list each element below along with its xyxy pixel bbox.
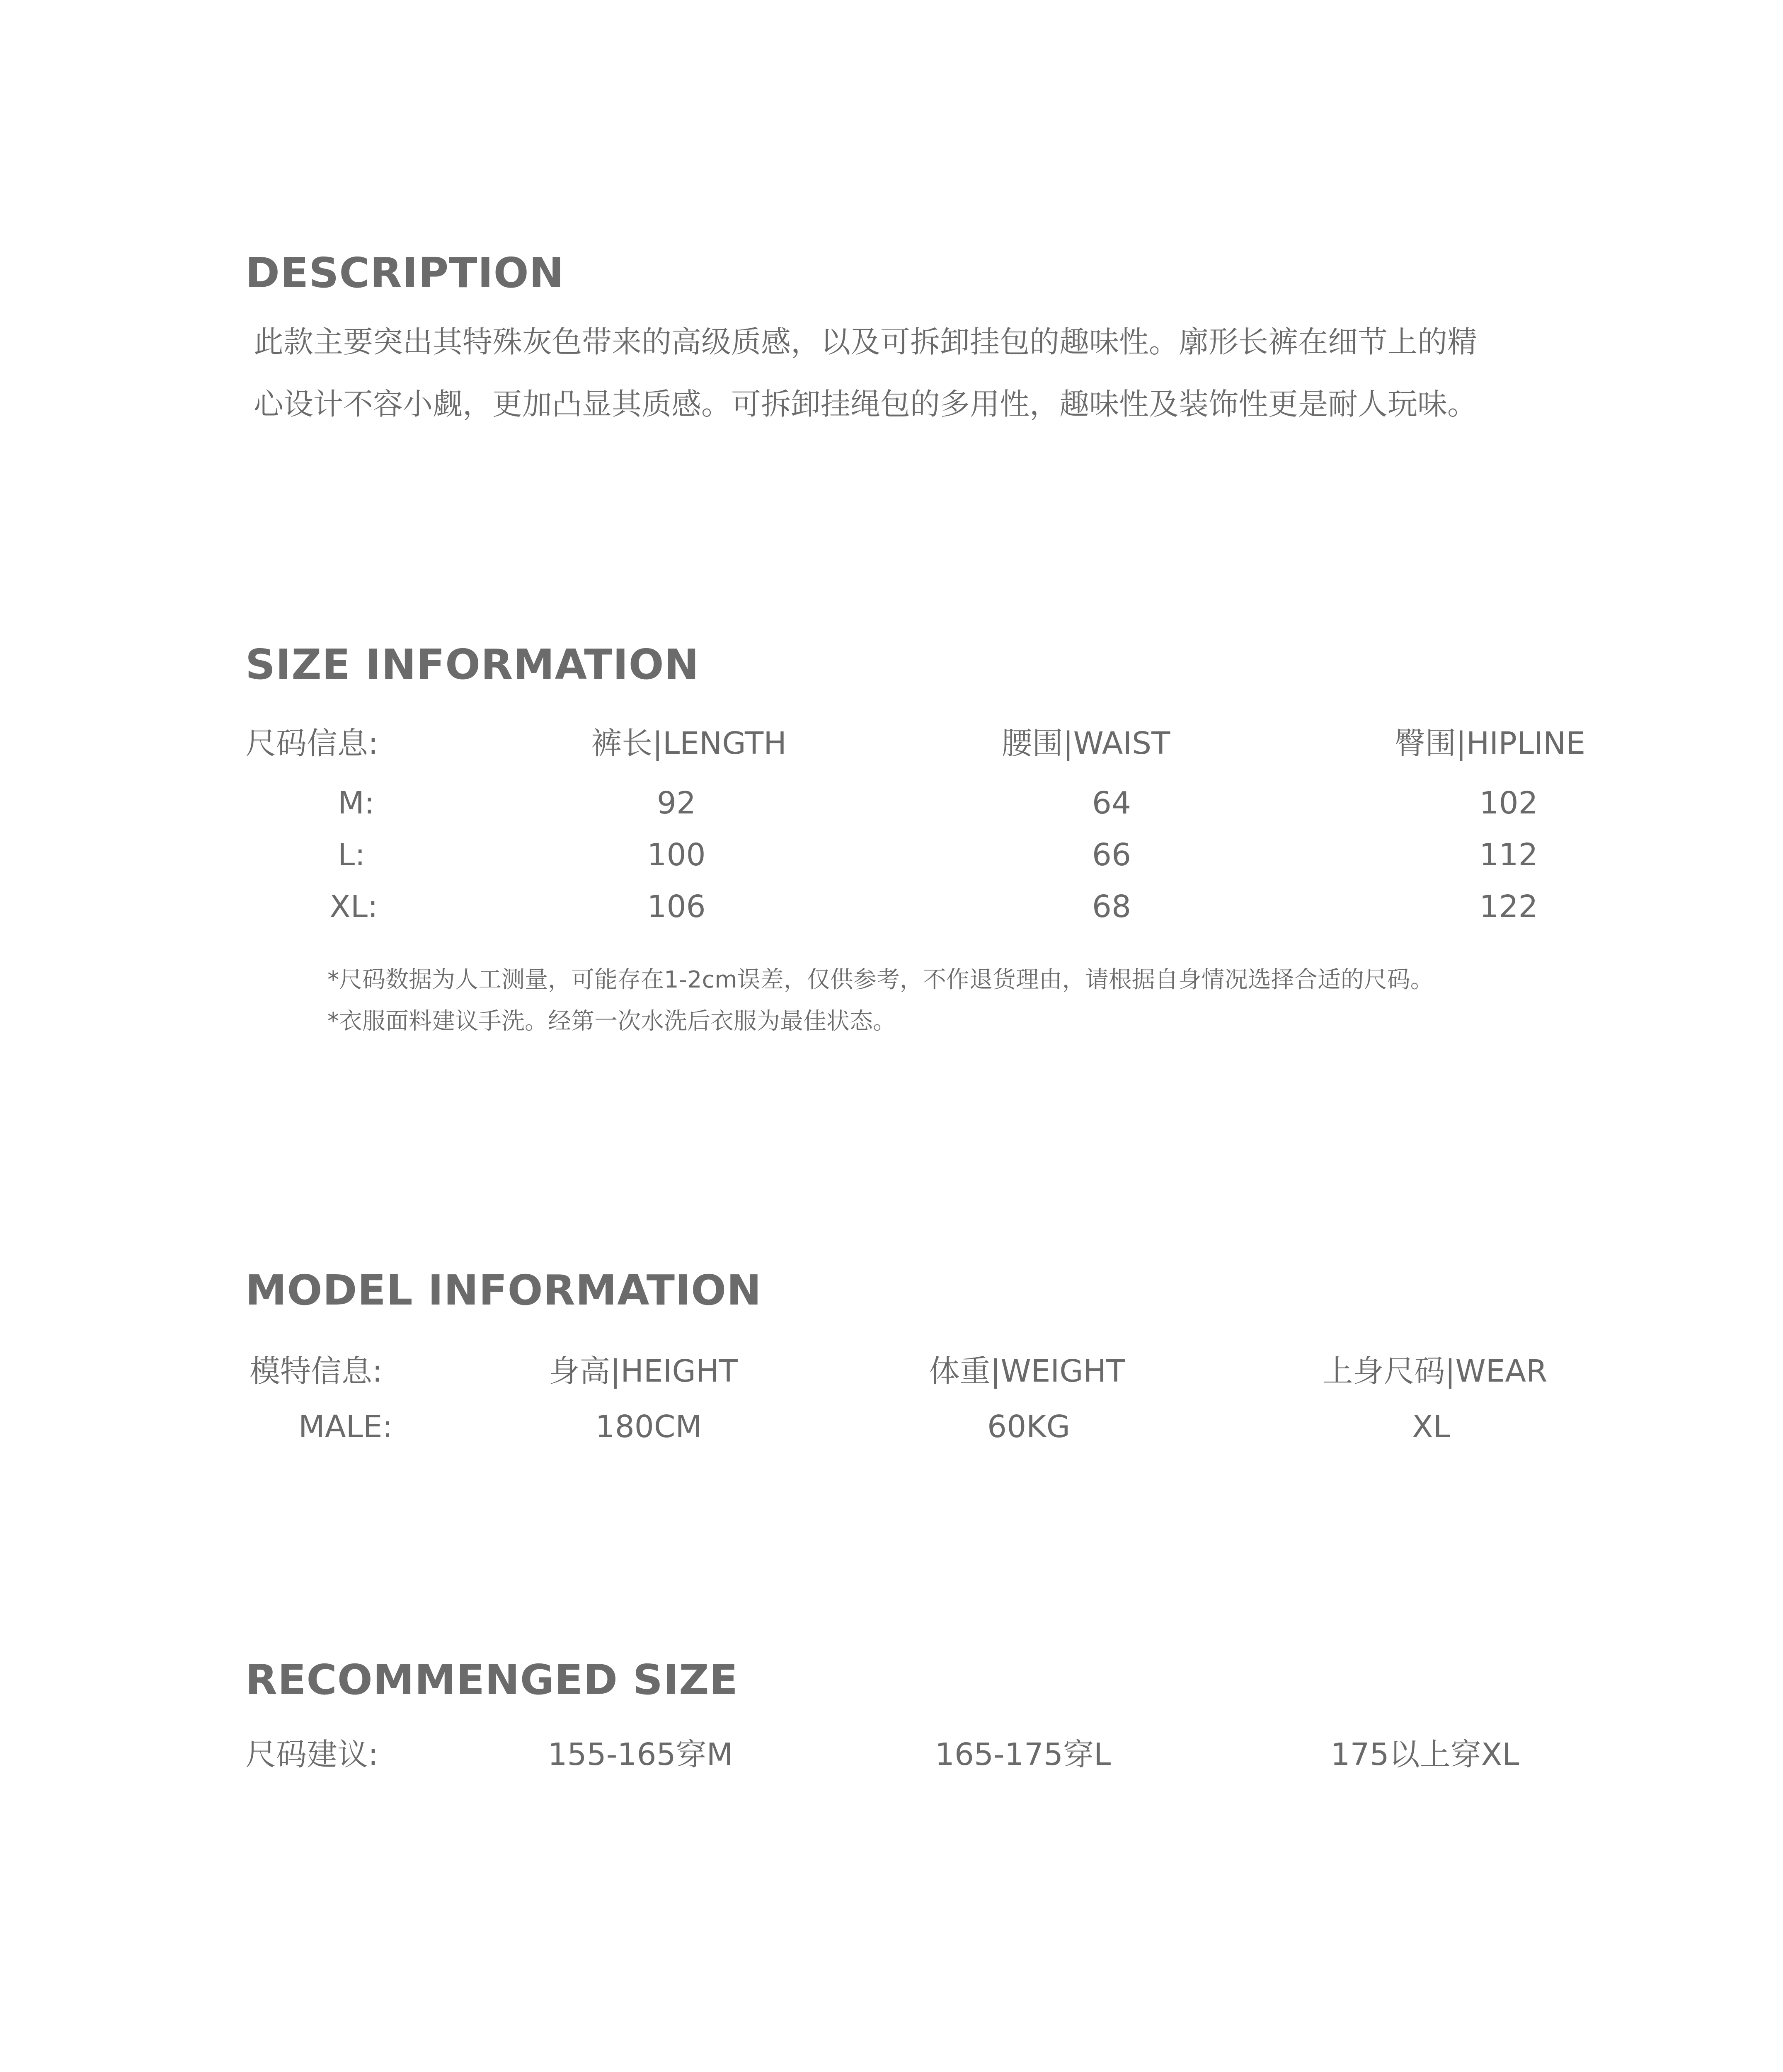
recommended-l: 165-175穿L xyxy=(935,1737,1111,1772)
size-header-label: 尺码信息: xyxy=(245,726,378,761)
recommended-xl: 175以上穿XL xyxy=(1330,1737,1519,1772)
recommended-label: 尺码建议: xyxy=(245,1737,378,1772)
size-header-waist: 腰围|WAIST xyxy=(1001,726,1170,761)
size-header-hipline: 臀围|HIPLINE xyxy=(1394,726,1586,761)
model-header-label: 模特信息: xyxy=(250,1353,383,1389)
size-cell-length: 92 xyxy=(657,785,696,821)
size-cell-waist: 64 xyxy=(1092,785,1131,821)
description-heading: DESCRIPTION xyxy=(245,249,564,297)
model-information-heading: MODEL INFORMATION xyxy=(245,1266,762,1314)
size-cell-length: 106 xyxy=(647,889,706,925)
size-row-label: L: xyxy=(338,837,366,873)
size-information-heading: SIZE INFORMATION xyxy=(245,640,700,689)
size-note-1: *尺码数据为人工测量，可能存在1-2cm误差，仅供参考，不作退货理由，请根据自身情况选择合适的尺码。 xyxy=(327,966,1434,993)
size-row-label: M: xyxy=(338,785,375,821)
model-row-label: MALE: xyxy=(298,1409,393,1445)
model-height-value: 180CM xyxy=(595,1409,702,1445)
model-weight-value: 60KG xyxy=(987,1409,1071,1445)
model-wear-value: XL xyxy=(1412,1409,1450,1445)
size-cell-hipline: 112 xyxy=(1479,837,1538,873)
size-cell-waist: 68 xyxy=(1092,889,1131,925)
description-line-1: 此款主要突出其特殊灰色带来的高级质感，以及可拆卸挂包的趣味性。廓形长裤在细节上的精 xyxy=(254,324,1478,359)
size-cell-length: 100 xyxy=(647,837,706,873)
model-header-height: 身高|HEIGHT xyxy=(549,1353,738,1389)
model-header-wear: 上身尺码|WEAR xyxy=(1322,1353,1548,1389)
model-header-weight: 体重|WEIGHT xyxy=(929,1353,1125,1389)
size-cell-hipline: 122 xyxy=(1479,889,1538,925)
size-row-label: XL: xyxy=(329,889,378,925)
size-note-2: *衣服面料建议手洗。经第一次水洗后衣服为最佳状态。 xyxy=(327,1008,896,1035)
recommended-size-heading: RECOMMENGED SIZE xyxy=(245,1656,738,1704)
recommended-m: 155-165穿M xyxy=(547,1737,733,1772)
size-cell-waist: 66 xyxy=(1092,837,1131,873)
description-line-2: 心设计不容小觑，更加凸显其质感。可拆卸挂绳包的多用性，趣味性及装饰性更是耐人玩味。 xyxy=(254,387,1478,421)
size-cell-hipline: 102 xyxy=(1479,785,1538,821)
size-header-length: 裤长|LENGTH xyxy=(591,726,787,761)
